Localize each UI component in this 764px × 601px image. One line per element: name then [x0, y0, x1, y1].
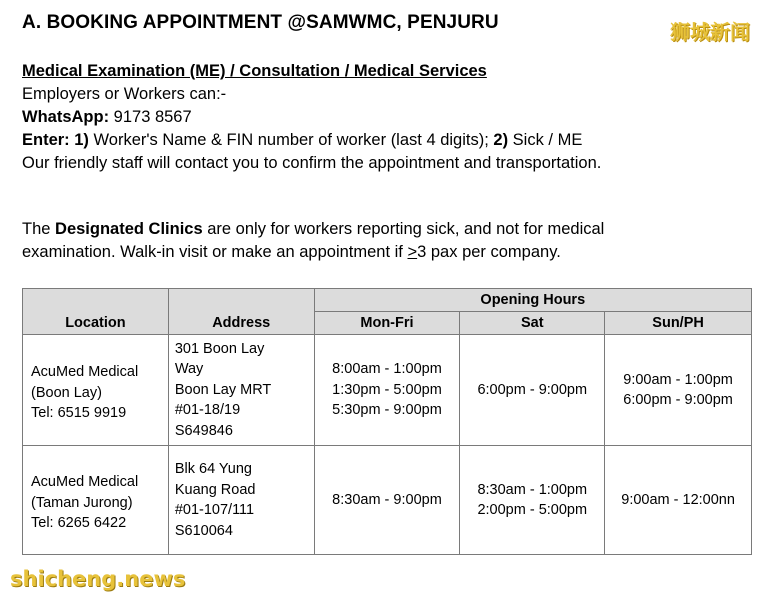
- hours-line: 9:00am - 1:00pm: [623, 371, 733, 388]
- watermark-logo-bottom: shicheng.news: [10, 567, 186, 591]
- staff-contact-line: Our friendly staff will contact you to confirm the appointment and transportation.: [22, 154, 602, 172]
- note-suffix: are only for workers reporting sick, and not for medical examination. Walk-in visit or make an appointment if: [22, 220, 605, 261]
- whatsapp-number: 9173 8567: [109, 108, 192, 126]
- booking-section: [22, 60, 601, 175]
- address-line: S649846: [174, 422, 233, 439]
- header-location: Location: [23, 289, 169, 335]
- note-bold: Designated Clinics: [55, 220, 203, 238]
- booking-title: Medical Examination (ME) / Consultation / Medical Services: [22, 62, 487, 80]
- enter-text-1: Worker's Name & FIN number of worker (last 4 digits);: [88, 131, 494, 149]
- cell-mon-fri: [314, 335, 460, 446]
- address-line: Blk 64 Yung: [174, 461, 252, 477]
- hours-line: 8:30am - 1:00pm: [477, 481, 588, 498]
- address-line: S610064: [174, 522, 233, 539]
- table-row: [23, 335, 752, 446]
- hours-line: 9:00am - 12:00nn: [621, 491, 735, 508]
- cell-location: [23, 335, 169, 446]
- hours-line: 8:00am - 1:00pm: [332, 361, 442, 378]
- enter-text-2: Sick / ME: [508, 131, 583, 149]
- location-line: Tel: 6265 6422: [31, 515, 127, 532]
- enter-line: [22, 129, 601, 152]
- note-tail: 3 pax per company.: [417, 243, 561, 261]
- address-line: Boon Lay MRT: [174, 381, 272, 398]
- address-line: 301 Boon Lay: [174, 340, 265, 357]
- watermark-logo-top: 狮城新闻: [670, 20, 750, 44]
- cell-mon-fri: [314, 446, 460, 555]
- cell-address: [168, 335, 314, 446]
- clinics-table: [22, 288, 752, 555]
- note-prefix: The: [22, 220, 56, 238]
- page-heading: A. BOOKING APPOINTMENT @SAMWMC, PENJURU: [22, 12, 499, 33]
- table-row: [23, 446, 752, 555]
- hours-line: 1:30pm - 5:00pm: [332, 381, 442, 398]
- designated-clinics-note: [22, 218, 662, 264]
- cell-sat: [460, 446, 605, 555]
- address-line: #01-107/111: [174, 502, 255, 518]
- location-line: (Taman Jurong): [31, 494, 133, 511]
- enter-label-2: 2): [493, 131, 509, 149]
- hours-line: 2:00pm - 5:00pm: [477, 502, 588, 518]
- booking-line-employers: Employers or Workers can:-: [22, 85, 227, 103]
- cell-sun-ph: [605, 446, 752, 555]
- cell-sat: [460, 335, 605, 446]
- cell-sun-ph: [605, 335, 752, 446]
- hours-line: 6:00pm - 9:00pm: [623, 392, 733, 408]
- header-mon-fri: Mon-Fri: [314, 312, 460, 335]
- location-line: (Boon Lay): [31, 384, 102, 401]
- header-sun-ph: Sun/PH: [605, 312, 752, 335]
- location-line: Tel: 6515 9919: [31, 405, 127, 422]
- cell-location: [23, 446, 169, 555]
- header-address: Address: [168, 289, 314, 335]
- whatsapp-label: WhatsApp:: [22, 108, 110, 126]
- whatsapp-line: [22, 106, 601, 129]
- address-line: Kuang Road: [174, 481, 256, 498]
- hours-line: 6:00pm - 9:00pm: [477, 381, 588, 398]
- location-line: AcuMed Medical: [31, 474, 139, 491]
- address-line: Way: [174, 361, 204, 378]
- address-line: #01-18/19: [174, 402, 241, 419]
- enter-label: Enter: 1): [22, 131, 89, 149]
- hours-line: 8:30am - 9:00pm: [332, 491, 442, 508]
- location-line: AcuMed Medical: [31, 364, 139, 381]
- note-ge-symbol: >: [407, 243, 418, 261]
- header-opening-hours: Opening Hours: [314, 289, 751, 312]
- hours-line: 5:30pm - 9:00pm: [332, 402, 442, 419]
- cell-address: [168, 446, 314, 555]
- header-sat: Sat: [460, 312, 605, 335]
